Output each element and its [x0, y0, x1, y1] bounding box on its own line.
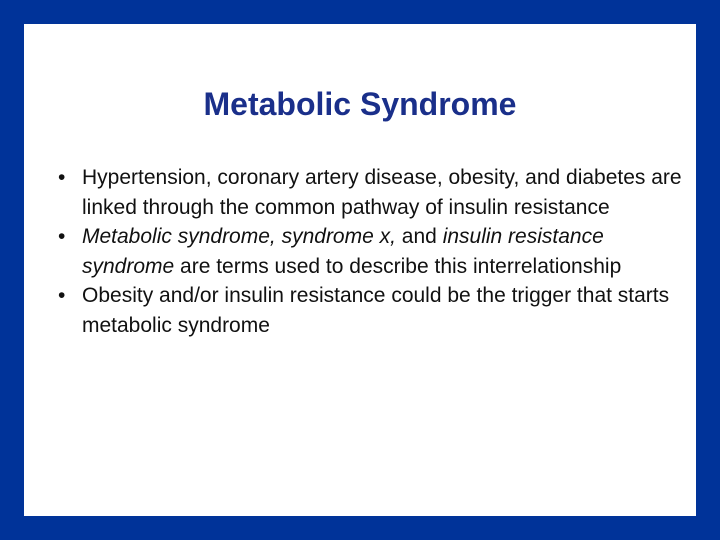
bullet-item-3	[58, 281, 688, 340]
bullet-2-italic-terms: Metabolic syndrome, syndrome x,	[82, 225, 396, 248]
bullet-text-3: Obesity and/or insulin resistance could be the trigger that starts metabolic syndrome	[82, 284, 670, 337]
slide-title: Metabolic Syndrome	[203, 86, 517, 122]
bullet-2-connector: and	[395, 225, 443, 248]
bullet-2-description: are terms used to describe this interrelationship	[174, 254, 622, 278]
bullet-dot-icon: •	[58, 284, 66, 307]
bullet-dot-icon: •	[58, 166, 66, 189]
bullet-list	[58, 163, 688, 340]
bullet-item-1	[58, 163, 688, 222]
bullet-item-2	[58, 222, 688, 281]
bullet-text-1: Hypertension, coronary artery disease, obesity, and diabetes are linked through the common pathway of insulin resistance	[82, 166, 682, 219]
bullet-2-italic-term: insulin resistance syndrome	[82, 225, 604, 278]
slide-canvas	[24, 24, 696, 516]
bullet-dot-icon: •	[58, 225, 66, 248]
